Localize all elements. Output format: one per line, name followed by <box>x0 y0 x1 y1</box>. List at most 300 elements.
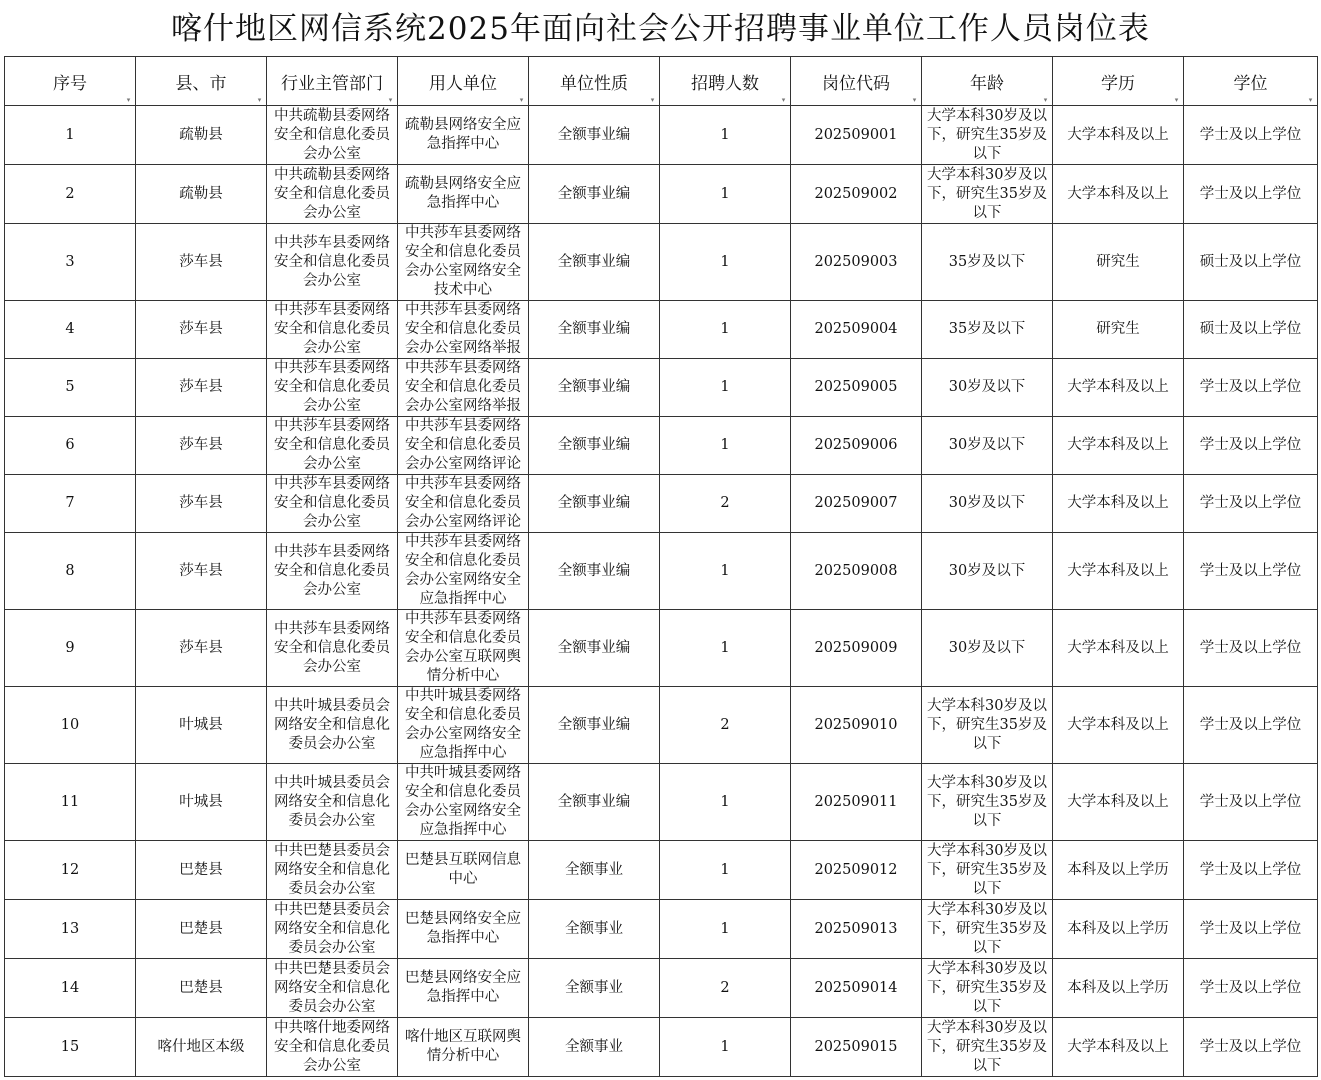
cell-age-text: 大学本科30岁及以下，研究生35岁及以下 <box>927 166 1047 221</box>
cell-dept[interactable] <box>267 841 398 900</box>
cell-degree-text: 学士及以上学位 <box>1199 562 1302 579</box>
cell-no[interactable] <box>5 533 136 610</box>
cell-nature[interactable] <box>529 224 660 301</box>
cell-edu-text: 大学本科及以上 <box>1067 379 1169 395</box>
cell-nature[interactable] <box>529 841 660 900</box>
cell-dept[interactable] <box>267 106 398 165</box>
cell-no[interactable] <box>5 1018 136 1077</box>
cell-dept-text: 中共巴楚县委员会网络安全和信息化委员会办公室 <box>274 842 390 897</box>
cell-nature[interactable] <box>529 610 660 687</box>
cell-degree[interactable] <box>1184 959 1318 1018</box>
cell-no[interactable] <box>5 165 136 224</box>
filter-dropdown-icon[interactable] <box>125 97 132 103</box>
cell-dept[interactable] <box>267 610 398 687</box>
cell-age-text: 大学本科30岁及以下，研究生35岁及以下 <box>927 960 1047 1015</box>
cell-no[interactable] <box>5 359 136 417</box>
cell-nature[interactable] <box>529 165 660 224</box>
filter-dropdown-icon[interactable] <box>911 97 918 103</box>
cell-dept-text: 中共莎车县委网络安全和信息化委员会办公室 <box>274 418 390 472</box>
table-row <box>5 417 1318 475</box>
cell-degree[interactable] <box>1184 533 1318 610</box>
cell-count[interactable] <box>660 687 791 764</box>
cell-count[interactable] <box>660 417 791 475</box>
cell-nature-text: 全额事业编 <box>557 185 631 202</box>
cell-nature-text: 全额事业编 <box>557 562 631 579</box>
cell-edu[interactable] <box>1053 224 1184 301</box>
cell-age[interactable] <box>922 224 1053 301</box>
cell-degree-text: 硕士及以上学位 <box>1199 321 1302 337</box>
cell-edu-text: 大学本科及以上 <box>1067 1038 1169 1055</box>
cell-edu-text: 大学本科及以上 <box>1067 495 1169 511</box>
cell-nature-text: 全额事业编 <box>557 253 631 270</box>
table-row <box>5 610 1318 687</box>
cell-degree[interactable] <box>1184 224 1318 301</box>
cell-edu[interactable] <box>1053 475 1184 533</box>
filter-dropdown-icon[interactable] <box>387 97 394 103</box>
cell-unit-text: 中共叶城县委网络安全和信息化委员会办公室网络安全应急指挥中心 <box>405 765 521 838</box>
cell-degree-text: 学士及以上学位 <box>1199 861 1302 878</box>
cell-no-text: 13 <box>60 920 80 937</box>
cell-age[interactable] <box>922 301 1053 359</box>
cell-county-text: 莎车县 <box>179 495 223 511</box>
filter-dropdown-icon[interactable] <box>1307 97 1314 103</box>
cell-degree-text: 学士及以上学位 <box>1199 495 1302 511</box>
cell-edu[interactable] <box>1053 417 1184 475</box>
cell-degree[interactable] <box>1184 841 1318 900</box>
cell-age-text: 大学本科30岁及以下，研究生35岁及以下 <box>927 107 1047 162</box>
cell-code[interactable] <box>791 106 922 165</box>
cell-edu-text: 本科及以上学历 <box>1067 861 1169 878</box>
cell-county-text: 巴楚县 <box>179 979 223 996</box>
cell-age-text: 35岁及以下 <box>948 321 1026 337</box>
cell-edu[interactable] <box>1053 687 1184 764</box>
table-row <box>5 841 1318 900</box>
page-title: 喀什地区网信系统2025年面向社会公开招聘事业单位工作人员岗位表 <box>171 11 1150 47</box>
cell-code[interactable] <box>791 224 922 301</box>
cell-code[interactable] <box>791 533 922 610</box>
cell-age[interactable] <box>922 687 1053 764</box>
col-header-edu[interactable]: 学历 ▾ <box>1053 57 1184 106</box>
cell-age-text: 35岁及以下 <box>948 253 1026 270</box>
cell-code-text: 202509003 <box>814 253 898 270</box>
cell-degree-text: 学士及以上学位 <box>1199 979 1302 996</box>
cell-edu[interactable] <box>1053 359 1184 417</box>
cell-degree[interactable] <box>1184 359 1318 417</box>
cell-dept-text: 中共叶城县委员会网络安全和信息化委员会办公室 <box>274 697 390 752</box>
cell-nature-text: 全额事业编 <box>557 321 631 337</box>
cell-age[interactable] <box>922 533 1053 610</box>
cell-degree[interactable] <box>1184 764 1318 841</box>
cell-county-text: 莎车县 <box>179 639 223 656</box>
col-header-degree[interactable]: 学位 ▾ <box>1184 57 1318 106</box>
cell-degree-text: 学士及以上学位 <box>1199 126 1302 143</box>
cell-code-text: 202509008 <box>814 562 898 579</box>
cell-nature[interactable] <box>529 1018 660 1077</box>
cell-edu-text: 研究生 <box>1096 321 1140 337</box>
cell-unit[interactable] <box>398 475 529 533</box>
cell-county[interactable] <box>136 900 267 959</box>
table-row <box>5 359 1318 417</box>
cell-code-text: 202509009 <box>814 639 898 656</box>
cell-dept[interactable] <box>267 301 398 359</box>
cell-nature[interactable] <box>529 959 660 1018</box>
cell-unit-text: 疏勒县网络安全应急指挥中心 <box>405 117 521 152</box>
cell-code[interactable] <box>791 475 922 533</box>
table-row <box>5 301 1318 359</box>
cell-count[interactable] <box>660 475 791 533</box>
cell-dept[interactable] <box>267 900 398 959</box>
cell-age-text: 大学本科30岁及以下，研究生35岁及以下 <box>927 1019 1047 1074</box>
cell-nature[interactable] <box>529 359 660 417</box>
cell-nature[interactable] <box>529 301 660 359</box>
cell-code[interactable] <box>791 764 922 841</box>
cell-code-text: 202509010 <box>814 716 898 733</box>
cell-code[interactable] <box>791 900 922 959</box>
cell-age-text: 大学本科30岁及以下，研究生35岁及以下 <box>927 842 1047 897</box>
cell-count-text: 1 <box>720 793 730 810</box>
cell-count[interactable] <box>660 764 791 841</box>
cell-edu[interactable] <box>1053 900 1184 959</box>
cell-nature[interactable] <box>529 417 660 475</box>
cell-degree[interactable] <box>1184 165 1318 224</box>
table-row <box>5 224 1318 301</box>
cell-edu[interactable] <box>1053 764 1184 841</box>
table-row <box>5 959 1318 1018</box>
cell-age-text: 30岁及以下 <box>948 379 1026 395</box>
cell-code[interactable] <box>791 301 922 359</box>
cell-degree[interactable] <box>1184 1018 1318 1077</box>
cell-county[interactable] <box>136 224 267 301</box>
cell-no[interactable] <box>5 106 136 165</box>
cell-no-text: 15 <box>60 1038 80 1055</box>
cell-age-text: 大学本科30岁及以下，研究生35岁及以下 <box>927 774 1047 829</box>
cell-age[interactable] <box>922 959 1053 1018</box>
cell-county[interactable] <box>136 533 267 610</box>
cell-dept[interactable] <box>267 1018 398 1077</box>
cell-count-text: 1 <box>720 562 730 579</box>
cell-count[interactable] <box>660 533 791 610</box>
filter-dropdown-icon[interactable] <box>256 97 263 103</box>
table-body <box>5 106 1318 1077</box>
cell-degree-text: 学士及以上学位 <box>1199 639 1302 656</box>
cell-code-text: 202509007 <box>814 495 898 511</box>
cell-unit[interactable] <box>398 841 529 900</box>
cell-unit[interactable] <box>398 417 529 475</box>
cell-county-text: 疏勒县 <box>179 185 223 202</box>
filter-dropdown-icon[interactable] <box>518 97 525 103</box>
cell-unit[interactable] <box>398 959 529 1018</box>
cell-county[interactable] <box>136 610 267 687</box>
table-row <box>5 1018 1318 1077</box>
cell-degree-text: 学士及以上学位 <box>1199 1038 1302 1055</box>
cell-age[interactable] <box>922 610 1053 687</box>
cell-edu[interactable] <box>1053 165 1184 224</box>
cell-county-text: 莎车县 <box>179 379 223 395</box>
cell-edu[interactable] <box>1053 841 1184 900</box>
cell-county-text: 巴楚县 <box>179 861 223 878</box>
cell-edu-text: 大学本科及以上 <box>1067 562 1169 579</box>
cell-age[interactable] <box>922 764 1053 841</box>
cell-degree[interactable] <box>1184 610 1318 687</box>
header-row <box>5 57 1318 106</box>
cell-county[interactable] <box>136 301 267 359</box>
cell-county[interactable] <box>136 959 267 1018</box>
cell-no[interactable] <box>5 687 136 764</box>
table-row <box>5 475 1318 533</box>
cell-unit[interactable] <box>398 764 529 841</box>
cell-dept[interactable] <box>267 533 398 610</box>
cell-code-text: 202509015 <box>814 1038 898 1055</box>
col-header-dept[interactable]: 行业主管部门 ▾ <box>267 57 398 106</box>
cell-edu[interactable] <box>1053 106 1184 165</box>
filter-dropdown-icon[interactable] <box>1173 97 1180 103</box>
cell-no-text: 12 <box>60 861 80 878</box>
cell-dept[interactable] <box>267 959 398 1018</box>
cell-unit[interactable] <box>398 900 529 959</box>
cell-unit-text: 中共叶城县委网络安全和信息化委员会办公室网络安全应急指挥中心 <box>405 688 521 761</box>
cell-age-text: 大学本科30岁及以下，研究生35岁及以下 <box>927 901 1047 956</box>
cell-degree[interactable] <box>1184 475 1318 533</box>
cell-degree[interactable] <box>1184 417 1318 475</box>
cell-dept[interactable] <box>267 417 398 475</box>
cell-degree[interactable] <box>1184 106 1318 165</box>
cell-nature[interactable] <box>529 764 660 841</box>
cell-unit-text: 中共莎车县委网络安全和信息化委员会办公室网络评论 <box>405 418 521 472</box>
cell-county-text: 莎车县 <box>179 437 223 453</box>
cell-county[interactable] <box>136 359 267 417</box>
cell-edu[interactable] <box>1053 959 1184 1018</box>
cell-county[interactable] <box>136 165 267 224</box>
cell-nature[interactable] <box>529 475 660 533</box>
table-row <box>5 900 1318 959</box>
cell-code-text: 202509006 <box>814 437 898 453</box>
cell-unit[interactable] <box>398 165 529 224</box>
cell-no[interactable] <box>5 224 136 301</box>
cell-nature-text: 全额事业 <box>565 1038 623 1055</box>
cell-nature[interactable] <box>529 687 660 764</box>
cell-count-text: 1 <box>720 126 730 143</box>
cell-nature-text: 全额事业编 <box>557 126 631 143</box>
cell-dept[interactable] <box>267 764 398 841</box>
cell-unit[interactable] <box>398 359 529 417</box>
cell-dept-text: 中共疏勒县委网络安全和信息化委员会办公室 <box>274 166 390 221</box>
cell-no[interactable] <box>5 841 136 900</box>
cell-no[interactable] <box>5 610 136 687</box>
cell-count[interactable] <box>660 359 791 417</box>
cell-degree[interactable] <box>1184 687 1318 764</box>
cell-no[interactable] <box>5 475 136 533</box>
job-table <box>4 56 1318 1077</box>
cell-unit[interactable] <box>398 687 529 764</box>
cell-county[interactable] <box>136 475 267 533</box>
cell-age-text: 30岁及以下 <box>948 639 1026 656</box>
cell-degree-text: 硕士及以上学位 <box>1199 253 1302 270</box>
cell-county[interactable] <box>136 106 267 165</box>
cell-edu-text: 大学本科及以上 <box>1067 437 1169 453</box>
cell-unit[interactable] <box>398 533 529 610</box>
cell-nature[interactable] <box>529 900 660 959</box>
cell-dept[interactable] <box>267 687 398 764</box>
cell-nature-text: 全额事业编 <box>557 793 631 810</box>
cell-code-text: 202509012 <box>814 861 898 878</box>
col-header-age[interactable]: 年龄 ▾ <box>922 57 1053 106</box>
cell-no[interactable] <box>5 959 136 1018</box>
cell-edu-text: 研究生 <box>1096 253 1140 270</box>
cell-code[interactable] <box>791 610 922 687</box>
cell-count-text: 1 <box>720 253 730 270</box>
cell-county-text: 叶城县 <box>179 716 223 733</box>
cell-age[interactable] <box>922 165 1053 224</box>
cell-code[interactable] <box>791 359 922 417</box>
cell-dept-text: 中共莎车县委网络安全和信息化委员会办公室 <box>274 476 390 530</box>
cell-edu[interactable] <box>1053 301 1184 359</box>
cell-degree-text: 学士及以上学位 <box>1199 437 1302 453</box>
cell-degree[interactable] <box>1184 900 1318 959</box>
cell-edu-text: 大学本科及以上 <box>1067 793 1169 810</box>
cell-no[interactable] <box>5 900 136 959</box>
cell-no-text: 1 <box>65 126 75 143</box>
cell-nature-text: 全额事业 <box>565 979 623 996</box>
col-header-county[interactable]: 县、市 ▾ <box>136 57 267 106</box>
cell-code-text: 202509002 <box>814 185 898 202</box>
cell-dept[interactable] <box>267 475 398 533</box>
cell-degree-text: 学士及以上学位 <box>1199 716 1302 733</box>
cell-edu[interactable] <box>1053 610 1184 687</box>
cell-code[interactable] <box>791 417 922 475</box>
cell-unit-text: 巴楚县网络安全应急指挥中心 <box>405 911 521 946</box>
cell-count-text: 1 <box>720 861 730 878</box>
cell-county[interactable] <box>136 417 267 475</box>
col-header-code[interactable]: 岗位代码 ▾ <box>791 57 922 106</box>
filter-dropdown-icon[interactable] <box>649 97 656 103</box>
cell-code[interactable] <box>791 959 922 1018</box>
cell-count[interactable] <box>660 301 791 359</box>
cell-age[interactable] <box>922 900 1053 959</box>
cell-no[interactable] <box>5 301 136 359</box>
cell-code[interactable] <box>791 841 922 900</box>
cell-unit[interactable] <box>398 301 529 359</box>
cell-count-text: 2 <box>720 495 730 511</box>
cell-edu-text: 本科及以上学历 <box>1067 979 1169 996</box>
cell-count[interactable] <box>660 610 791 687</box>
cell-dept-text: 中共巴楚县委员会网络安全和信息化委员会办公室 <box>274 901 390 956</box>
cell-count[interactable] <box>660 1018 791 1077</box>
cell-county-text: 喀什地区本级 <box>157 1038 245 1055</box>
cell-count-text: 1 <box>720 379 730 395</box>
cell-dept-text: 中共莎车县委网络安全和信息化委员会办公室 <box>274 620 390 675</box>
cell-unit[interactable] <box>398 1018 529 1077</box>
cell-count[interactable] <box>660 165 791 224</box>
cell-age[interactable] <box>922 475 1053 533</box>
cell-nature[interactable] <box>529 533 660 610</box>
cell-age-text: 30岁及以下 <box>948 437 1026 453</box>
cell-dept[interactable] <box>267 165 398 224</box>
cell-count-text: 1 <box>720 437 730 453</box>
cell-code[interactable] <box>791 1018 922 1077</box>
cell-nature-text: 全额事业编 <box>557 639 631 656</box>
cell-nature-text: 全额事业 <box>565 861 623 878</box>
cell-age[interactable] <box>922 106 1053 165</box>
cell-unit[interactable] <box>398 106 529 165</box>
cell-county[interactable] <box>136 764 267 841</box>
table-row <box>5 764 1318 841</box>
filter-dropdown-icon[interactable] <box>780 97 787 103</box>
cell-unit[interactable] <box>398 224 529 301</box>
cell-age[interactable] <box>922 417 1053 475</box>
cell-dept-text: 中共莎车县委网络安全和信息化委员会办公室 <box>274 302 390 356</box>
cell-edu[interactable] <box>1053 533 1184 610</box>
cell-no-text: 6 <box>65 437 75 453</box>
cell-no[interactable] <box>5 764 136 841</box>
cell-count[interactable] <box>660 959 791 1018</box>
cell-unit-text: 中共莎车县委网络安全和信息化委员会办公室网络安全应急指挥中心 <box>405 534 521 607</box>
cell-code[interactable] <box>791 165 922 224</box>
table-row <box>5 533 1318 610</box>
cell-unit-text: 喀什地区互联网舆情分析中心 <box>405 1029 521 1064</box>
cell-nature-text: 全额事业编 <box>557 716 631 733</box>
cell-age[interactable] <box>922 841 1053 900</box>
cell-dept[interactable] <box>267 224 398 301</box>
cell-count-text: 1 <box>720 1038 730 1055</box>
cell-dept-text: 中共莎车县委网络安全和信息化委员会办公室 <box>274 234 390 289</box>
cell-dept-text: 中共巴楚县委员会网络安全和信息化委员会办公室 <box>274 960 390 1015</box>
cell-age-text: 30岁及以下 <box>948 562 1026 579</box>
cell-county[interactable] <box>136 1018 267 1077</box>
col-header-unit[interactable]: 用人单位 ▾ <box>398 57 529 106</box>
cell-no-text: 8 <box>65 562 75 579</box>
cell-edu-text: 本科及以上学历 <box>1067 920 1169 937</box>
cell-unit[interactable] <box>398 610 529 687</box>
cell-count-text: 1 <box>720 185 730 202</box>
cell-code-text: 202509005 <box>814 379 898 395</box>
cell-unit-text: 巴楚县网络安全应急指挥中心 <box>405 970 521 1005</box>
cell-county-text: 巴楚县 <box>179 920 223 937</box>
cell-unit-text: 疏勒县网络安全应急指挥中心 <box>405 176 521 211</box>
cell-nature[interactable] <box>529 106 660 165</box>
cell-count[interactable] <box>660 224 791 301</box>
cell-nature-text: 全额事业 <box>565 920 623 937</box>
cell-degree-text: 学士及以上学位 <box>1199 379 1302 395</box>
col-header-nature[interactable]: 单位性质 ▾ <box>529 57 660 106</box>
cell-count[interactable] <box>660 106 791 165</box>
cell-no-text: 4 <box>65 321 75 337</box>
cell-age[interactable] <box>922 1018 1053 1077</box>
col-header-count[interactable]: 招聘人数 ▾ <box>660 57 791 106</box>
cell-code-text: 202509014 <box>814 979 898 996</box>
filter-dropdown-icon[interactable] <box>1042 97 1049 103</box>
cell-dept-text: 中共莎车县委网络安全和信息化委员会办公室 <box>274 543 390 598</box>
cell-no[interactable] <box>5 417 136 475</box>
cell-count-text: 1 <box>720 321 730 337</box>
cell-degree[interactable] <box>1184 301 1318 359</box>
cell-county[interactable] <box>136 687 267 764</box>
cell-unit-text: 巴楚县互联网信息中心 <box>405 852 521 887</box>
cell-no-text: 7 <box>65 495 75 511</box>
cell-count[interactable] <box>660 841 791 900</box>
cell-county-text: 莎车县 <box>179 253 223 270</box>
col-header-no[interactable]: 序号 ▾ <box>5 57 136 106</box>
cell-dept[interactable] <box>267 359 398 417</box>
cell-dept-text: 中共喀什地委网络安全和信息化委员会办公室 <box>274 1019 390 1074</box>
cell-code[interactable] <box>791 687 922 764</box>
cell-no-text: 14 <box>60 979 80 996</box>
cell-county[interactable] <box>136 841 267 900</box>
cell-nature-text: 全额事业编 <box>557 379 631 395</box>
cell-age[interactable] <box>922 359 1053 417</box>
cell-nature-text: 全额事业编 <box>557 437 631 453</box>
cell-edu[interactable] <box>1053 1018 1184 1077</box>
cell-count[interactable] <box>660 900 791 959</box>
